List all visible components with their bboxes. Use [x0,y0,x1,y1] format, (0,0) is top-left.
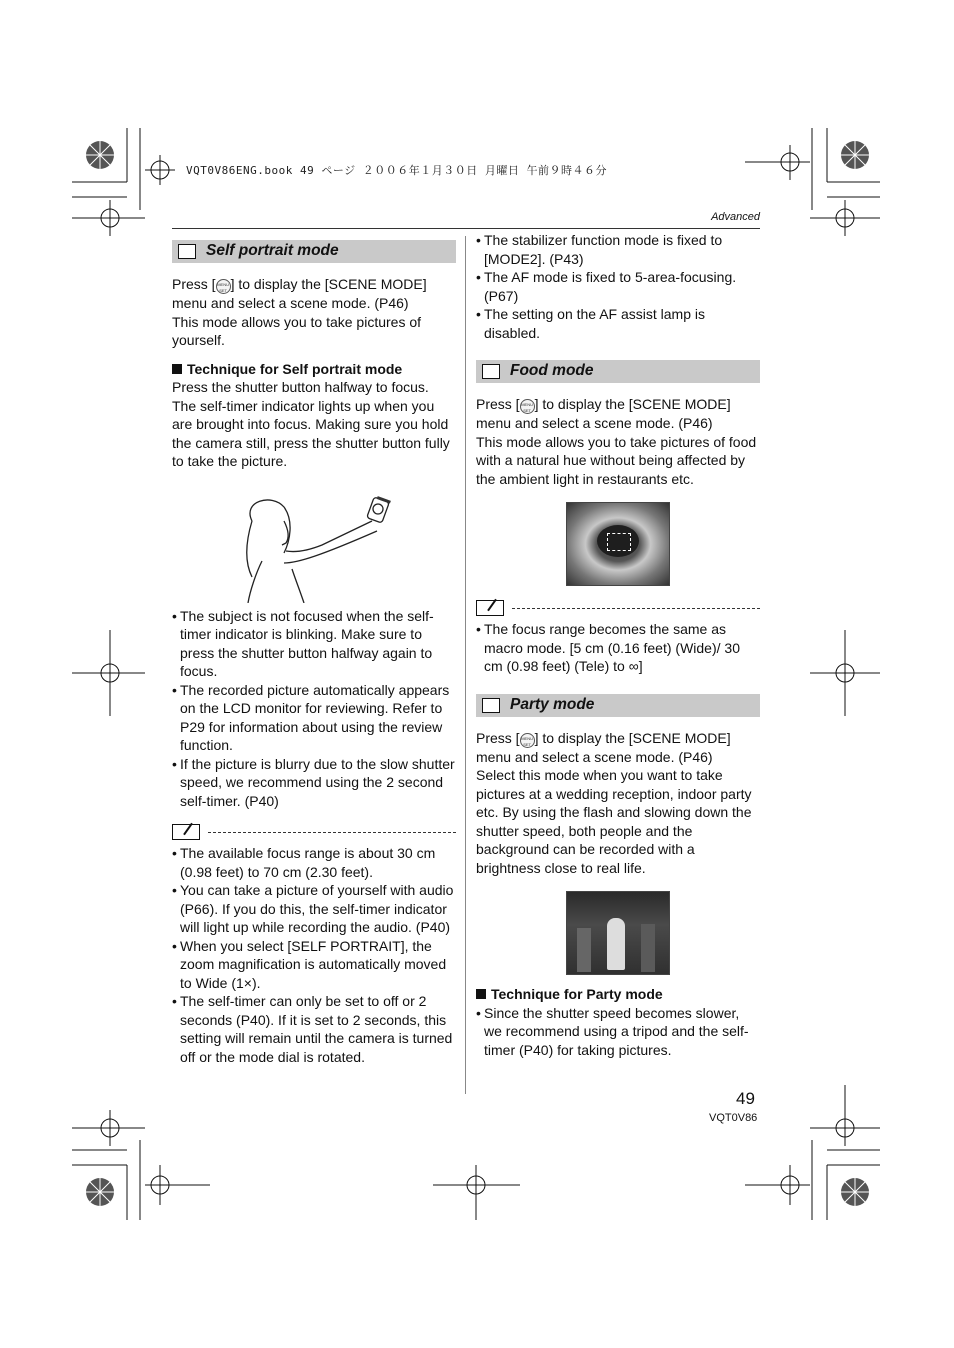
self-portrait-press-text [172,275,456,313]
list-item: • If the picture is blurry due to the slow shutter speed, we recommend using the 2 second self-timer. (P40) [172,755,456,811]
self-portrait-continued-bullets [476,231,760,342]
list-item: • The setting on the AF assist lamp is disabled. [476,305,760,342]
food-mode-sample-photo [566,502,670,586]
menu-set-button-icon: MENU SET [216,279,231,294]
press-pre: Press [ [476,729,520,746]
print-header: VQT0V86ENG.book 49 ページ ２００６年１月３０日 月曜日 午前９時４６分 [186,164,607,177]
press-post: ] to display the [SCENE MODE] menu and select a scene mode. (P46) [172,276,427,311]
food-press-text [476,395,760,433]
square-bullet-icon [172,364,182,374]
party-mode-title: Party mode [510,695,595,713]
party-mode-sample-photo [566,891,670,975]
press-post: ] to display the [SCENE MODE] menu and select a scene mode. (P46) [476,729,731,765]
self-portrait-title: Self portrait mode [206,242,339,260]
press-pre: Press [ [476,396,520,412]
self-portrait-notes [172,844,456,1066]
press-pre: Press [ [172,276,216,292]
food-desc: This mode allows you to take pictures of food with a natural hue without being affected by the ambient light in restaurants etc. [476,433,757,487]
list-item: • The self-timer can only be set to off or 2 seconds (P40). If it is set to 2 seconds, this setting will remain until the camera is turned off or the mode dial is rotated. [172,992,456,1066]
list-item: • The focus range becomes the same as macro mode. [5 cm (0.16 feet) (Wide)/ 30 cm (0.98 feet) (Tele) to ∞] [476,620,760,676]
party-technique-heading [476,985,760,1004]
list-item: • The AF mode is fixed to 5-area-focusing. (P67) [476,268,760,305]
list-item: • When you select [SELF PORTRAIT], the zoom magnification is automatically moved to Wide (1×). [172,937,456,993]
self-portrait-icon [178,244,196,259]
list-item: • You can take a picture of yourself with audio (P66). If you do this, the self-timer indicator will light up while recording the audio. (P40) [172,881,456,937]
left-column [172,240,456,1066]
food-icon [482,364,500,379]
note-pencil-icon [172,824,200,840]
self-portrait-technique-text: Press the shutter button halfway to focus. The self-timer indicator lights up when you are brought into focus. Making sure you hold the camera still, press the shutter button fully to take the picture. [172,379,450,469]
party-glass-icon [482,698,500,713]
self-portrait-bullets [172,607,456,811]
press-post: ] to display the [SCENE MODE] menu and select a scene mode. (P46) [476,396,731,431]
menu-set-button-icon: MENU SET [520,733,535,748]
party-press-text [476,729,760,767]
food-notes [476,620,760,676]
party-bullets [476,1004,760,1060]
section-label: Advanced [711,211,760,223]
square-bullet-icon [476,989,486,999]
food-mode-title: Food mode [510,362,594,380]
self-portrait-desc: This mode allows you to take pictures of yourself. [172,313,422,348]
party-desc: Select this mode when you want to take pictures at a wedding reception, indoor party etc. By using the flash and slowing down the shutter speed, both people and the background can be recorded with a brightness close to real life. [476,767,752,876]
page-number: 49 [736,1089,755,1108]
self-portrait-illustration [172,481,456,603]
food-mode-heading [476,360,760,383]
list-item: • The recorded picture automatically appears on the LCD monitor for reviewing. Refer to P29 for information about using the review function. [172,681,456,755]
menu-set-button-icon: MENU SET [520,399,535,414]
list-item: • The available focus range is about 30 cm (0.98 feet) to 70 cm (2.30 feet). [172,844,456,881]
technique-title: Technique for Party mode [491,986,663,1002]
list-item: • The stabilizer function mode is fixed to [MODE2]. (P43) [476,231,760,268]
list-item: • Since the shutter speed becomes slower, we recommend using a tripod and the self-timer (P40) for taking pictures. [476,1004,760,1060]
note-pencil-icon [476,600,504,616]
note-divider [476,600,760,616]
note-divider [172,824,456,840]
self-portrait-technique-heading [172,360,456,379]
self-portrait-heading [172,240,456,263]
page-code: VQT0V86 [709,1112,758,1124]
party-mode-heading [476,694,760,717]
technique-title: Technique for Self portrait mode [187,360,403,377]
right-column [476,231,760,1059]
list-item: • The subject is not focused when the self-timer indicator is blinking. Make sure to press the shutter button halfway again to focus. [172,607,456,681]
